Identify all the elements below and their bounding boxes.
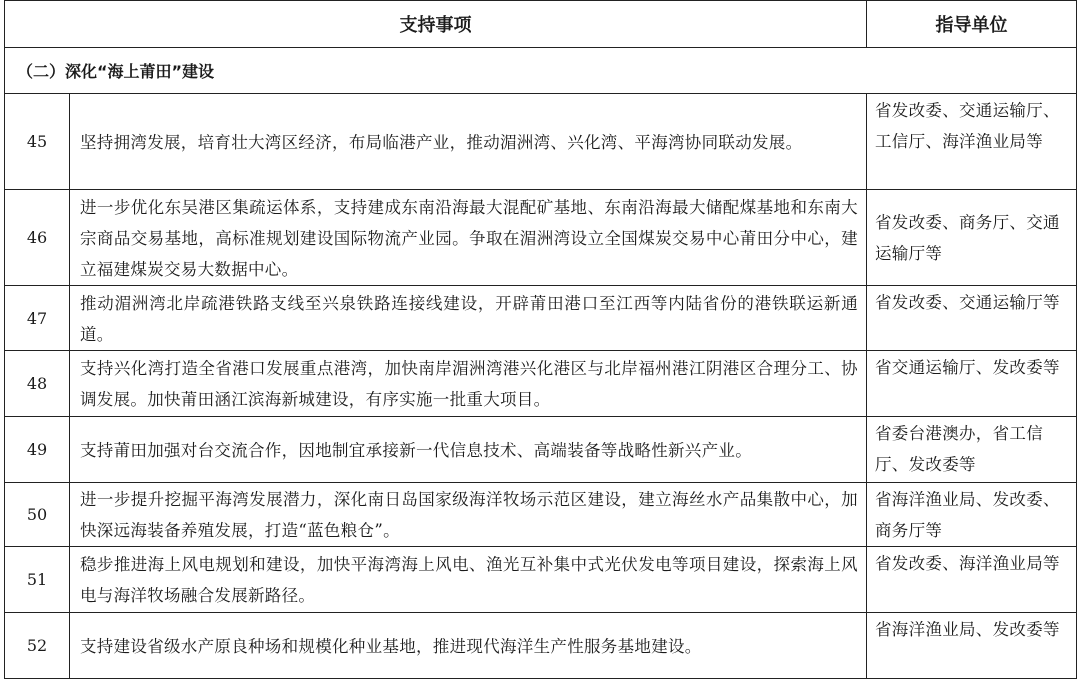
row-matter: 支持莆田加强对台交流合作，因地制宜承接新一代信息技术、高端装备等战略性新兴产业。	[70, 417, 867, 483]
row-matter: 支持建设省级水产原良种场和规模化种业基地，推进现代海洋生产性服务基地建设。	[70, 613, 867, 679]
row-unit: 省交通运输厅、发改委等	[867, 351, 1077, 417]
document-page	[4, 0, 1076, 682]
row-matter: 坚持拥湾发展，培育壮大湾区经济，布局临港产业，推动湄洲湾、兴化湾、平海湾协同联动发展。	[70, 94, 867, 190]
table-row	[5, 286, 1077, 351]
table-row	[5, 94, 1077, 190]
row-number: 47	[5, 286, 70, 351]
row-number: 48	[5, 351, 70, 417]
table-row	[5, 190, 1077, 286]
row-unit: 省委台港澳办，省工信厅、发改委等	[867, 417, 1077, 483]
row-number: 45	[5, 94, 70, 190]
row-matter: 稳步推进海上风电规划和建设，加快平海湾海上风电、渔光互补集中式光伏发电等项目建设，探索海上风电与海洋牧场融合发展新路径。	[70, 547, 867, 613]
row-number: 51	[5, 547, 70, 613]
header-support-matters: 支持事项	[5, 1, 867, 48]
row-unit: 省海洋渔业局、发改委、商务厅等	[867, 483, 1077, 547]
row-unit: 省发改委、交通运输厅、工信厅、海洋渔业局等	[867, 94, 1077, 190]
support-matters-table	[4, 0, 1077, 679]
row-unit: 省发改委、海洋渔业局等	[867, 547, 1077, 613]
row-matter: 支持兴化湾打造全省港口发展重点港湾，加快南岸湄洲湾港兴化港区与北岸福州港江阴港区合理分工、协调发展。加快莆田涵江滨海新城建设，有序实施一批重大项目。	[70, 351, 867, 417]
section-row	[5, 48, 1077, 94]
row-number: 49	[5, 417, 70, 483]
row-unit: 省发改委、交通运输厅等	[867, 286, 1077, 351]
row-matter: 进一步优化东吴港区集疏运体系，支持建成东南沿海最大混配矿基地、东南沿海最大储配煤基地和东南大宗商品交易基地，高标准规划建设国际物流产业园。争取在湄洲湾设立全国煤炭交易中心莆田分中心，建立福建煤炭交易大数据中心。	[70, 190, 867, 286]
row-matter: 进一步提升挖掘平海湾发展潜力，深化南日岛国家级海洋牧场示范区建设，建立海丝水产品集散中心，加快深远海装备养殖发展，打造“蓝色粮仓”。	[70, 483, 867, 547]
row-number: 52	[5, 613, 70, 679]
table-header-row	[5, 1, 1077, 48]
row-unit: 省发改委、商务厅、交通运输厅等	[867, 190, 1077, 286]
table-row	[5, 351, 1077, 417]
row-matter: 推动湄洲湾北岸疏港铁路支线至兴泉铁路连接线建设，开辟莆田港口至江西等内陆省份的港铁联运新通道。	[70, 286, 867, 351]
table-row	[5, 613, 1077, 679]
row-number: 50	[5, 483, 70, 547]
section-title: （二）深化“海上莆田”建设	[5, 48, 1077, 94]
row-unit: 省海洋渔业局、发改委等	[867, 613, 1077, 679]
header-guiding-unit: 指导单位	[867, 1, 1077, 48]
row-number: 46	[5, 190, 70, 286]
table-row	[5, 417, 1077, 483]
table-row	[5, 483, 1077, 547]
table-row	[5, 547, 1077, 613]
